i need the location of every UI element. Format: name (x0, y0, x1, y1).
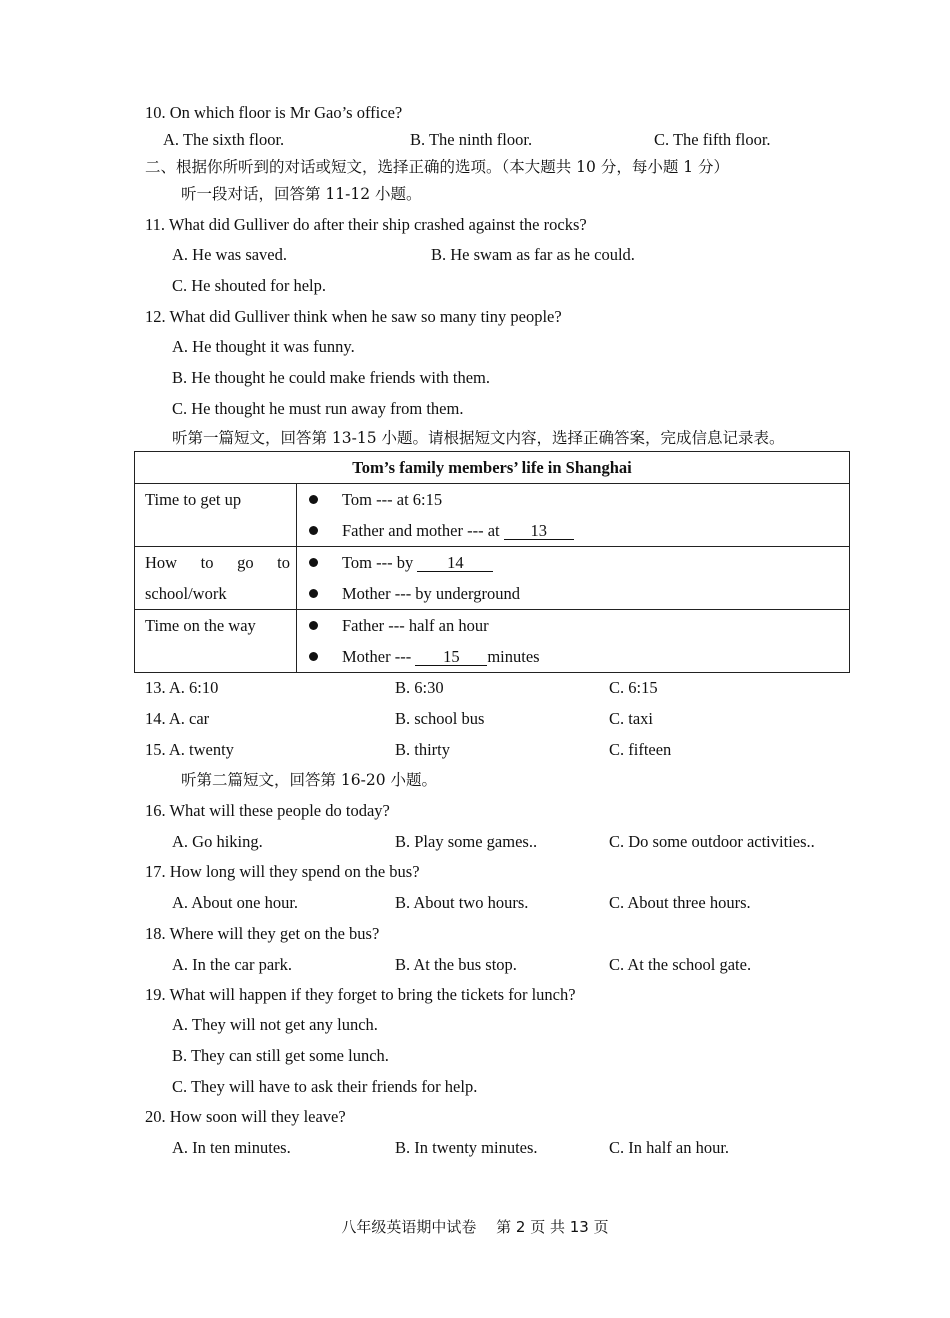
list-item: Mother --- 15 minutes (297, 641, 849, 672)
q10-question: 10. On which floor is Mr Gao’s office? (145, 103, 403, 122)
q18-question: 18. Where will they get on the bus? (145, 924, 380, 943)
q14-option-c: C. taxi (609, 709, 653, 728)
q11-question: 11. What did Gulliver do after their ship crashed against the rocks? (145, 215, 587, 234)
q18-option-a: A. In the car park. (172, 955, 293, 974)
page-footer: 八年级英语期中试卷 第 2 页 共 13 页 (341, 1218, 609, 1236)
q20-question: 20. How soon will they leave? (145, 1107, 346, 1126)
q11-option-a: A. He was saved. (172, 245, 288, 264)
row-label: How to go to school/work (135, 547, 297, 610)
q17-option-b: B. About two hours. (395, 893, 529, 912)
table-row (135, 547, 850, 610)
passage2-intro: 听第二篇短文，回答第 16-20 小题。 (181, 771, 438, 789)
q17-question: 17. How long will they spend on the bus? (145, 862, 420, 881)
q12-question: 12. What did Gulliver think when he saw so many tiny people? (145, 307, 562, 326)
bullet-icon (309, 495, 318, 504)
bullet-icon (309, 558, 318, 567)
row-label: Time on the way (135, 610, 297, 673)
q19-option-c: C. They will have to ask their friends for help. (172, 1077, 478, 1096)
q13-option-a: 13. A. 6:10 (145, 678, 219, 697)
table-row (135, 610, 850, 673)
q14-option-a: 14. A. car (145, 709, 210, 728)
q20-option-a: A. In ten minutes. (172, 1138, 291, 1157)
q19-option-b: B. They can still get some lunch. (172, 1046, 389, 1065)
list-item: Tom --- by 14 (297, 547, 849, 578)
bullet-icon (309, 526, 318, 535)
q12-option-c: C. He thought he must run away from them. (172, 399, 464, 418)
section2-heading: 二、根据你所听到的对话或短文，选择正确的选项。（本大题共 10 分，每小题 1 分） (145, 158, 730, 176)
table-row (135, 484, 850, 547)
list-item: Father and mother --- at 13 (297, 515, 849, 546)
answer-blank-15[interactable]: 15 (415, 648, 487, 666)
answer-blank-13[interactable]: 13 (504, 522, 574, 540)
q11-option-c: C. He shouted for help. (172, 276, 326, 295)
q10-option-c: C. The fifth floor. (654, 130, 771, 149)
bullet-icon (309, 621, 318, 630)
row-label: Time to get up (135, 484, 297, 547)
q16-option-a: A. Go hiking. (172, 832, 263, 851)
q16-option-b: B. Play some games.. (395, 832, 538, 851)
q12-option-a: A. He thought it was funny. (172, 337, 355, 356)
q15-option-b: B. thirty (395, 740, 451, 759)
q16-question: 16. What will these people do today? (145, 801, 390, 820)
q14-option-b: B. school bus (395, 709, 485, 728)
q11-option-b: B. He swam as far as he could. (431, 245, 635, 264)
info-record-table (134, 451, 850, 673)
q13-option-c: C. 6:15 (609, 678, 658, 697)
list-item: Tom --- at 6:15 (297, 484, 849, 515)
q15-option-a: 15. A. twenty (145, 740, 234, 759)
q17-option-c: C. About three hours. (609, 893, 751, 912)
q17-option-a: A. About one hour. (172, 893, 299, 912)
list-item: Father --- half an hour (297, 610, 849, 641)
q18-option-b: B. At the bus stop. (395, 955, 517, 974)
q15-option-c: C. fifteen (609, 740, 672, 759)
q19-question: 19. What will happen if they forget to bring the tickets for lunch? (145, 985, 576, 1004)
q18-option-c: C. At the school gate. (609, 955, 752, 974)
list-item: Mother --- by underground (297, 578, 849, 609)
q10-option-a: A. The sixth floor. (163, 130, 285, 149)
bullet-icon (309, 652, 318, 661)
q19-option-a: A. They will not get any lunch. (172, 1015, 378, 1034)
answer-blank-14[interactable]: 14 (417, 554, 493, 572)
dialogue-intro: 听一段对话，回答第 11-12 小题。 (181, 185, 422, 203)
q16-option-c: C. Do some outdoor activities.. (609, 832, 815, 851)
q20-option-c: C. In half an hour. (609, 1138, 730, 1157)
q13-option-b: B. 6:30 (395, 678, 444, 697)
q20-option-b: B. In twenty minutes. (395, 1138, 538, 1157)
q10-option-b: B. The ninth floor. (410, 130, 533, 149)
table-title: Tom’s family members’ life in Shanghai (135, 452, 850, 484)
bullet-icon (309, 589, 318, 598)
q12-option-b: B. He thought he could make friends with them. (172, 368, 491, 387)
passage1-intro: 听第一篇短文，回答第 13-15 小题。请根据短文内容，选择正确答案，完成信息记录表。 (172, 429, 785, 447)
